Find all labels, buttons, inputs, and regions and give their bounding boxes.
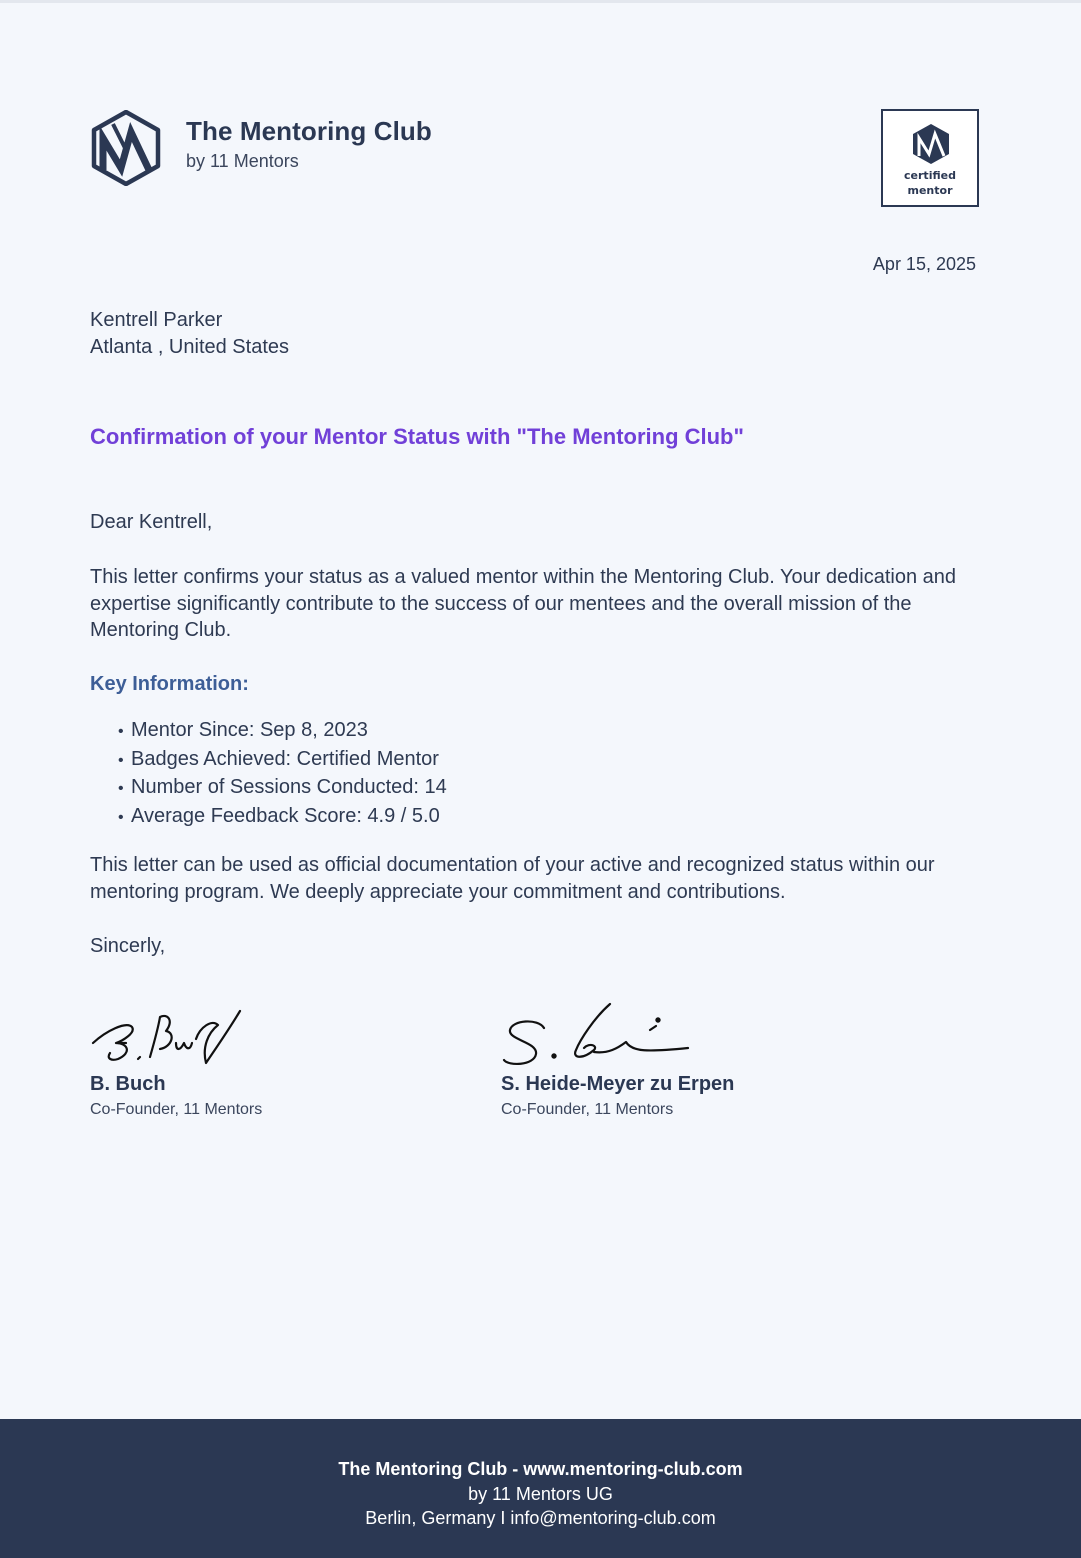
list-item: • Badges Achieved: Certified Mentor	[118, 747, 439, 770]
brand-title: The Mentoring Club	[186, 116, 432, 146]
key-information-heading: Key Information:	[90, 673, 249, 695]
footer-company-line: by 11 Mentors UG	[468, 1484, 613, 1504]
recipient-location: Atlanta , United States	[90, 336, 290, 358]
list-item: • Mentor Since: Sep 8, 2023	[118, 719, 368, 741]
body-paragraph-2: This letter can be used as official documentation of your active and recognized status within our mentoring program. We deeply appreciate your commitment and contributions.	[90, 854, 935, 903]
letter-date: Apr 15, 2025	[872, 254, 976, 274]
badge-text-mentor: mentor	[907, 184, 953, 197]
footer	[0, 1419, 1081, 1558]
badge-text-certified: certified	[904, 169, 956, 182]
list-item: • Average Feedback Score: 4.9 / 5.0	[118, 804, 440, 827]
greeting: Dear Kentrell,	[90, 511, 213, 533]
footer-website-line: The Mentoring Club - www.mentoring-club.com	[338, 1459, 743, 1479]
recipient-block	[90, 307, 289, 361]
mentoring-club-logo-icon	[90, 110, 162, 186]
footer-contact-line: Berlin, Germany I info@mentoring-club.com	[365, 1508, 716, 1528]
top-rule	[0, 0, 1081, 3]
brand-subtitle: by 11 Mentors	[186, 151, 299, 171]
list-item: • Number of Sessions Conducted: 14	[118, 776, 447, 798]
closing: Sincerly,	[90, 935, 166, 957]
badge-logo-icon	[911, 123, 951, 165]
signatory-name-1: B. Buch	[90, 1073, 166, 1095]
key-item-text: Badges Achieved: Certified Mentor	[131, 747, 439, 770]
body-paragraph-1: This letter confirms your status as a valued mentor within the Mentoring Club. Your dedication and expertise significantly contribute to the success of our mentees and the overall mission of the Mentoring Club.	[90, 566, 957, 641]
letter-subject: Confirmation of your Mentor Status with "The Mentoring Club"	[90, 424, 744, 449]
key-item-text: Mentor Since: Sep 8, 2023	[131, 719, 368, 741]
key-item-text: Number of Sessions Conducted: 14	[131, 776, 447, 798]
certified-mentor-badge	[881, 109, 979, 207]
recipient-name: Kentrell Parker	[90, 309, 223, 331]
signatory-name-2: S. Heide-Meyer zu Erpen	[501, 1073, 735, 1095]
signature-s-heide-meyer	[498, 1000, 693, 1072]
signatory-role-2: Co-Founder, 11 Mentors	[501, 1101, 674, 1118]
signature-b-buch	[88, 1003, 248, 1075]
signatory-role-1: Co-Founder, 11 Mentors	[90, 1101, 263, 1118]
key-information-list	[118, 717, 447, 831]
key-item-text: Average Feedback Score: 4.9 / 5.0	[131, 804, 440, 827]
